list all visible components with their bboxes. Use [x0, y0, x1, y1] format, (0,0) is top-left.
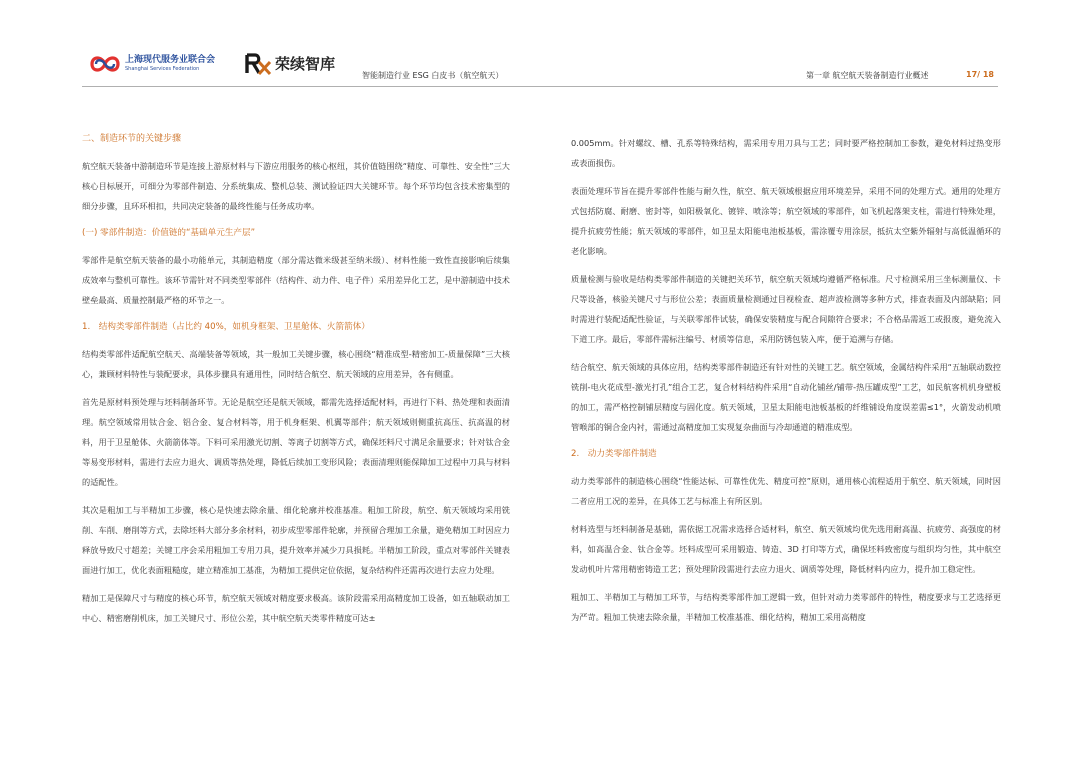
paragraph: 结合航空、航天领域的具体应用，结构类零部件制造还有针对性的关键工艺。航空领域，金属结构件采用“五轴联动数控铣削-电火花成型-激光打孔”组合工艺，复合材料结构件采用“自动化铺丝/铺带-热压罐成型”工艺，如民航客机机身壁板的加工，需严格控制铺层精度与固化度。航天领域，卫星太阳能电池板基板的纤维铺设角度误差需≤1°，火箭发动机喷管喉部的铜合金内衬，需通过高精度加工实现复杂曲面与冷却通道的精准成型。: [571, 362, 1001, 432]
paragraph: 质量检测与验收是结构类零部件制造的关键把关环节，航空航天领域均遵循严格标准。尺寸检测采用三坐标测量仪、卡尺等设备，核验关键尺寸与形位公差；表面质量检测通过目视检查、超声波检测等多种方式，排查表面及内部缺陷；同时需进行装配适配性验证，与关联零部件试装，确保安装精度与配合间隙符合要求；不合格品需返工或报废，避免流入下道工序。最后，零部件需标注编号、材质等信息，采用防锈包装入库，便于追溯与存储。: [571, 274, 1001, 344]
paragraph: 0.005mm。针对螺纹、槽、孔系等特殊结构，需采用专用刀具与工艺；同时要严格控制加工参数，避免材料过热变形或表面损伤。: [571, 138, 1001, 168]
brand-name: 荣续智库: [275, 55, 336, 73]
paragraph: 首先是原材料预处理与坯料制备环节。无论是航空还是航天领域，都需先选择适配材料，再进行下料、热处理和表面清理。航空领域常用钛合金、铝合金、复合材料等，用于机身框架、机翼等部件；航天领域则侧重抗高压、抗高温的材料，用于卫星舱体、火箭箭体等。下料可采用激光切割、等离子切割等方式，确保坯料尺寸满足余量要求；针对钛合金等易变形材料，需进行去应力退火、调质等热处理，降低后续加工变形风险；表面清理则能保障加工过程中刀具与材料的适配性。: [82, 397, 510, 487]
paragraph: 结构类零部件适配航空航天、高端装备等领域，其一般加工关键步骤，核心围绕“精准成型-精密加工-质量保障”三大核心，兼顾材料特性与装配要求，具体步骤具有通用性，同时结合航空、航天领域的应用差异，各有侧重。: [82, 349, 510, 379]
subsection-heading: 2. 动力类零部件制造: [571, 449, 657, 459]
page-number: 17/ 18: [966, 70, 994, 79]
subsection-heading: 1. 结构类零部件制造（占比约 40%，如机身框架、卫星舱体、火箭箭体）: [82, 322, 370, 332]
section-heading: 二、制造环节的关键步骤: [82, 134, 182, 144]
paragraph: 零部件是航空航天装备的最小功能单元，其制造精度（部分需达微米级甚至纳米级）、材料性能一致性直接影响后续集成效率与整机可靠性。该环节需针对不同类型零部件（结构件、动力件、电子件）采用差异化工艺，是中游制造中技术壁垒最高、质量控制最严格的环节之一。: [82, 255, 510, 305]
federation-name: [125, 55, 215, 73]
page-header: [0, 0, 1080, 100]
right-column: [571, 133, 1001, 635]
paragraph: 其次是粗加工与半精加工步骤，核心是快速去除余量、细化轮廓并校准基准。粗加工阶段，航空、航天领域均采用铣削、车削、磨削等方式，去除坯料大部分多余材料，初步成型零部件轮廓，并预留合理加工余量，避免精加工时因应力释放导致尺寸超差；关键工序会采用粗加工专用刀具，提升效率并减少刀具损耗。半精加工阶段，重点对零部件关键表面进行加工，优化表面粗糙度，建立精准加工基准，为精加工提供定位依据，复杂结构件还需再次进行去应力处理。: [82, 505, 510, 575]
report-title: 智能制造行业 ESG 白皮书（航空航天）: [362, 71, 504, 80]
chapter-title: 第一章 航空航天装备制造行业概述: [806, 71, 929, 80]
paragraph: 航空航天装备中游制造环节是连接上游原材料与下游应用服务的核心枢纽，其价值链围绕“精度、可靠性、安全性”三大核心目标展开，可细分为零部件制造、分系统集成、整机总装、测试验证四大关键环节。每个环节均包含技术密集型的细分步骤，且环环相扣，共同决定装备的最终性能与任务成功率。: [82, 161, 510, 211]
rx-brand-logo-icon: [244, 52, 272, 76]
paragraph: 表面处理环节旨在提升零部件性能与耐久性，航空、航天领域根据应用环境差异，采用不同的处理方式。通用的处理方式包括防腐、耐磨、密封等，如阳极氧化、镀锌、喷涂等；航空领域的零部件，如飞机起落架支柱，需进行特殊处理，提升抗疲劳性能；航天领域的零部件，如卫星太阳能电池板基板，需涂覆专用涂层，抵抗太空紫外辐射与高低温循环的老化影响。: [571, 186, 1001, 256]
federation-logo-icon: [88, 52, 122, 76]
paragraph: 材料选型与坯料制备是基础，需依据工况需求选择合适材料，航空、航天领域均优先选用耐高温、抗疲劳、高强度的材料，如高温合金、钛合金等。坯料成型可采用锻造、铸造、3D 打印等方式，确保坯料致密度与组织均匀性，其中航空发动机叶片常用精密铸造工艺；预处理阶段需进行去应力退火、调质等处理，降低材料内应力，提升加工稳定性。: [571, 524, 1001, 574]
subsection-heading: (一) 零部件制造：价值链的“基础单元生产层”: [82, 228, 256, 238]
paragraph: 精加工是保障尺寸与精度的核心环节，航空航天领域对精度要求极高。该阶段需采用高精度加工设备，如五轴联动加工中心、精密磨削机床，加工关键尺寸、形位公差，其中航空航天类零件精度可达±: [82, 593, 510, 623]
federation-name-cn: 上海现代服务业联合会: [125, 55, 216, 65]
paragraph: 动力类零部件的制造核心围绕“性能达标、可靠性优先、精度可控”原则，通用核心流程适用于航空、航天领域，同时因二者应用工况的差异，在具体工艺与标准上有所区别。: [571, 476, 1001, 506]
federation-name-en: Shanghai Services Federation: [125, 66, 200, 72]
header-divider: [82, 86, 998, 87]
left-column: [82, 130, 510, 636]
paragraph: 粗加工、半精加工与精加工环节，与结构类零部件加工逻辑一致，但针对动力类零部件的特性，精度要求与工艺选择更为严苛。粗加工快速去除余量，半精加工校准基准、细化结构，精加工采用高精度: [571, 592, 1001, 622]
